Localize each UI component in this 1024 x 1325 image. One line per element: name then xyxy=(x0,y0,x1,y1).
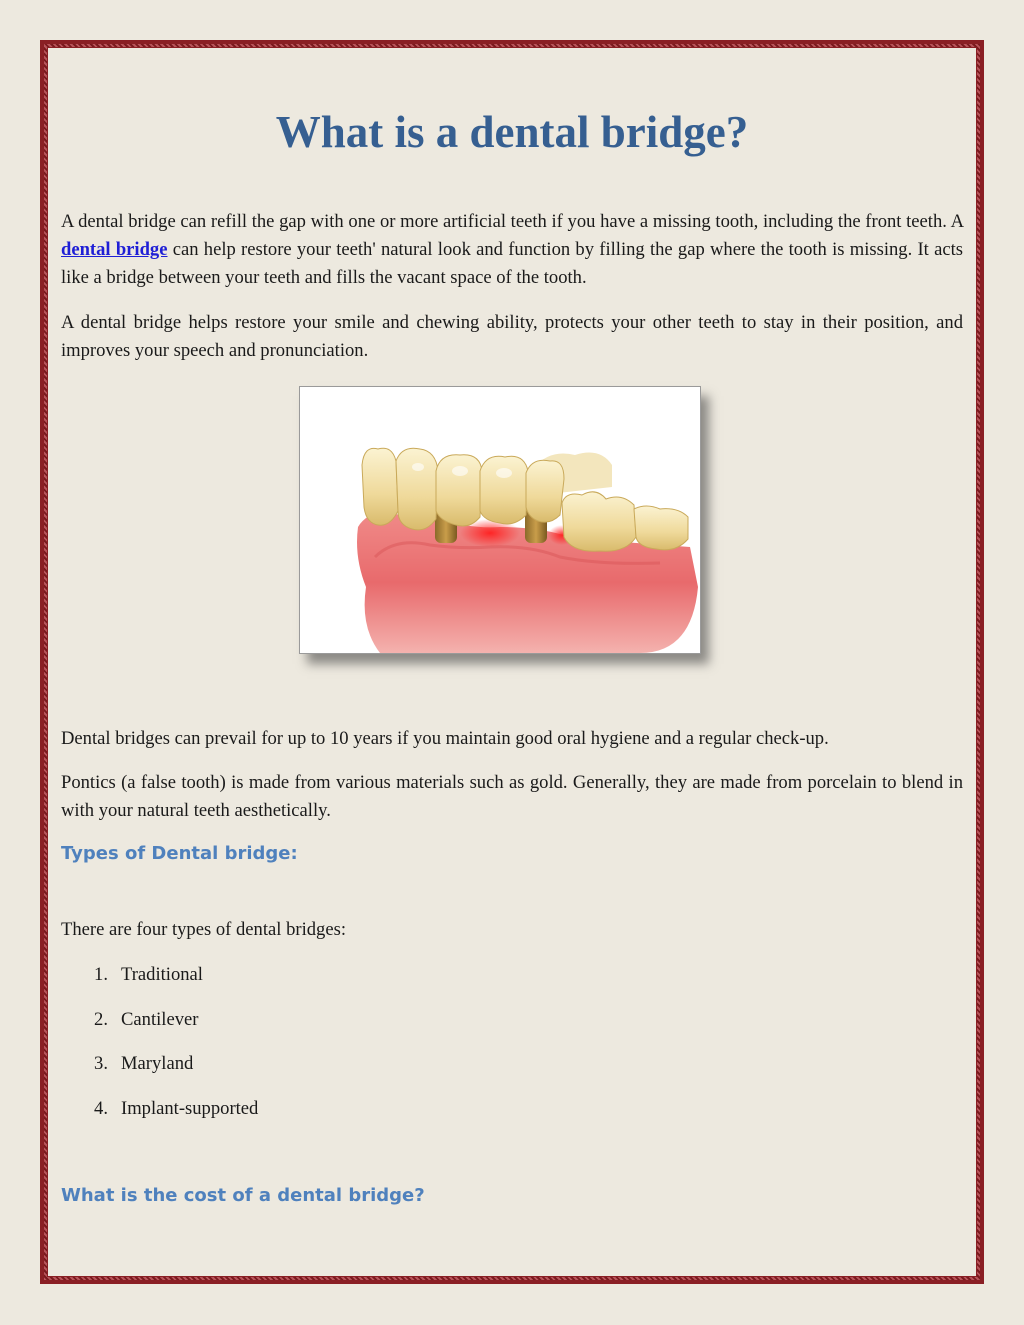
intro-text-before-link: A dental bridge can refill the gap with one or more artificial teeth if you have a missing tooth, including the front teeth. A xyxy=(61,211,963,232)
list-item-label: Cantilever xyxy=(121,1008,199,1030)
pontics-paragraph: Pontics (a false tooth) is made from various materials such as gold. Generally, they are made from porcelain to blend in with your natural teeth aesthetically. xyxy=(61,772,963,821)
page-border-inner xyxy=(47,47,977,1277)
dental-bridge-link[interactable]: dental bridge xyxy=(61,239,168,260)
types-intro-paragraph: There are four types of dental bridges: xyxy=(61,919,346,940)
cost-heading: What is the cost of a dental bridge? xyxy=(61,1185,425,1206)
types-heading: Types of Dental bridge: xyxy=(61,843,298,864)
benefits-paragraph: A dental bridge helps restore your smile and chewing ability, protects your other teeth to stay in their position, and improves your speech and pronunciation. xyxy=(61,312,963,361)
dental-bridge-model-image xyxy=(299,386,701,654)
list-item-number: 2. xyxy=(94,1008,108,1030)
list-item-number: 4. xyxy=(94,1097,108,1119)
page-border xyxy=(40,40,984,1284)
list-item-number: 1. xyxy=(94,964,108,985)
list-item xyxy=(61,1006,258,1051)
types-list xyxy=(61,961,258,1139)
list-item-label: Traditional xyxy=(121,964,203,985)
list-item-label: Maryland xyxy=(121,1053,194,1074)
page-content xyxy=(48,48,976,1276)
list-item-label: Implant-supported xyxy=(121,1097,259,1119)
durability-paragraph: Dental bridges can prevail for up to 10 years if you maintain good oral hygiene and a regular check-up. xyxy=(61,728,829,749)
page-title: What is a dental bridge? xyxy=(275,107,749,157)
page-border-pattern xyxy=(44,44,980,1280)
intro-text-after-link: can help restore your teeth' natural look and function by filling the gap where the tooth is missing. It acts like a bridge between your teeth and fills the vacant space of the tooth. xyxy=(61,239,964,288)
list-item-number: 3. xyxy=(94,1053,108,1074)
dental-bridge-illustration xyxy=(300,387,700,653)
intro-paragraph xyxy=(61,208,963,292)
list-item xyxy=(61,1095,258,1140)
list-item xyxy=(61,961,258,1006)
list-item xyxy=(61,1050,258,1095)
